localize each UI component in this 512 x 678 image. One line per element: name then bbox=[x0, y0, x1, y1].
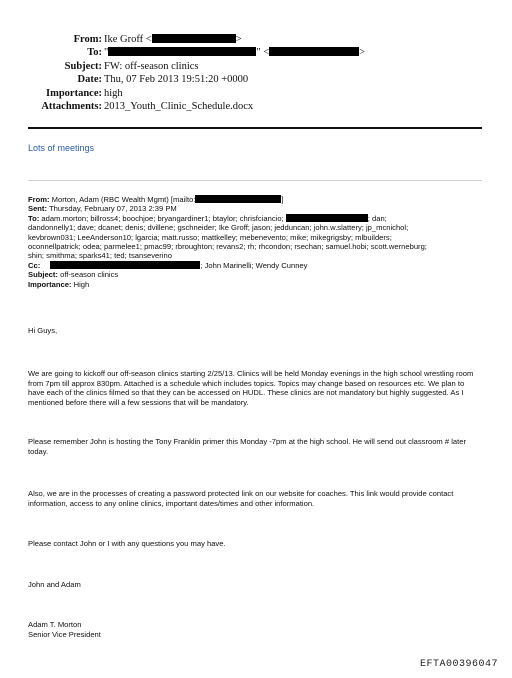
signature-name: Adam T. Morton bbox=[28, 620, 82, 629]
date-label: Date: bbox=[77, 74, 102, 85]
preview-subject: Lots of meetings bbox=[28, 143, 95, 153]
date-value: Thu, 07 Feb 2013 19:51:20 +0000 bbox=[104, 74, 249, 85]
fwd-from-line: From: Morton, Adam (RBC Wealth Mgmt) [mailto: ] bbox=[28, 195, 284, 204]
fwd-to-line: To: adam.morton; billross4; boochjoe; bryangardiner1; btaylor; chrisfciancio; ; dan; bbox=[28, 213, 387, 223]
fwd-to-line: shin; smithma; sparks41; ted; tsanseverino bbox=[28, 251, 172, 261]
redaction-block bbox=[286, 214, 368, 222]
redaction-block bbox=[50, 261, 200, 269]
body-paragraph: Please remember John is hosting the Tony Franklin primer this Monday -7pm at the high school. He will send out classroom # later today. bbox=[28, 437, 466, 456]
fwd-to-line: oconnellpatrick; odea; parmelee1; pmac99; rbroughton; revans2; rh; rhcondon; rsechan; samuel.hobi; scott.werneburg; bbox=[28, 242, 427, 252]
redaction-block bbox=[269, 47, 359, 56]
section-divider bbox=[28, 180, 482, 181]
fwd-importance-line: Importance: High bbox=[28, 279, 90, 289]
from-value[interactable]: Ike Groff < bbox=[104, 34, 152, 45]
importance-label: Importance: bbox=[46, 88, 102, 99]
document-id: EFTA00396047 bbox=[419, 659, 498, 670]
redaction-block bbox=[195, 195, 281, 203]
header-divider bbox=[28, 127, 482, 129]
attachment-link[interactable]: 2013_Youth_Clinic_Schedule.docx bbox=[104, 101, 254, 112]
header-attachments-row bbox=[0, 99, 512, 115]
fwd-to-line: dandonnelly1; dave; dcanet; denis; dvillene; gschneider; Ike Groff; jason; jedduncan; john.w.slattery; jp_mcnichol; bbox=[28, 223, 409, 233]
greeting: Hi Guys, bbox=[28, 326, 58, 335]
redaction-block bbox=[152, 34, 236, 43]
header-to-row: To: " " < > bbox=[0, 45, 512, 61]
subject-label: Subject: bbox=[64, 61, 102, 72]
fwd-subject-line: Subject: off-season clinics bbox=[28, 270, 119, 280]
header-from-row: From: Ike Groff < > bbox=[0, 32, 512, 48]
closing: John and Adam bbox=[28, 580, 81, 589]
redaction-block bbox=[108, 47, 256, 56]
signature-title: Senior Vice President bbox=[28, 630, 101, 639]
from-label: From: bbox=[73, 34, 102, 45]
body-paragraph: We are going to kickoff our off-season clinics starting 2/25/13. Clinics will be held Monday evenings in the high school wrestling room from 7pm till approx 830pm. Attached is a schedule which includes topics. Topics may change based on resources etc. We plan to have each of the clinics filmed so that they can be accessed on HUDL. These clinics are not mandatory but highly suggested. As I mentioned before there will a few sessions that will be mandatory. bbox=[28, 369, 474, 407]
forwarded-header bbox=[28, 195, 480, 289]
fwd-to-line: kevbrown031; LeeAnderson10; lgarcia; matt.russo; mattkelley; mebenevento; mike; mikegrigsby; mlbuilders; bbox=[28, 232, 392, 242]
attachments-label: Attachments: bbox=[41, 101, 102, 112]
body-paragraph: Also, we are in the processes of creating a password protected link on our website for coaches. This link would provide contact information, access to any online clinics, important dates/times and other information. bbox=[28, 489, 454, 508]
body-paragraph: Please contact John or I with any questions you may have. bbox=[28, 539, 226, 548]
to-label: To: bbox=[87, 47, 102, 58]
fwd-cc-line: Cc: ; John Marinelli; Wendy Cunney bbox=[28, 260, 308, 270]
importance-value: high bbox=[104, 88, 123, 99]
fwd-sent-line: Sent: Thursday, February 07, 2013 2:39 PM bbox=[28, 204, 177, 214]
subject-value: FW: off-season clinics bbox=[104, 61, 199, 72]
